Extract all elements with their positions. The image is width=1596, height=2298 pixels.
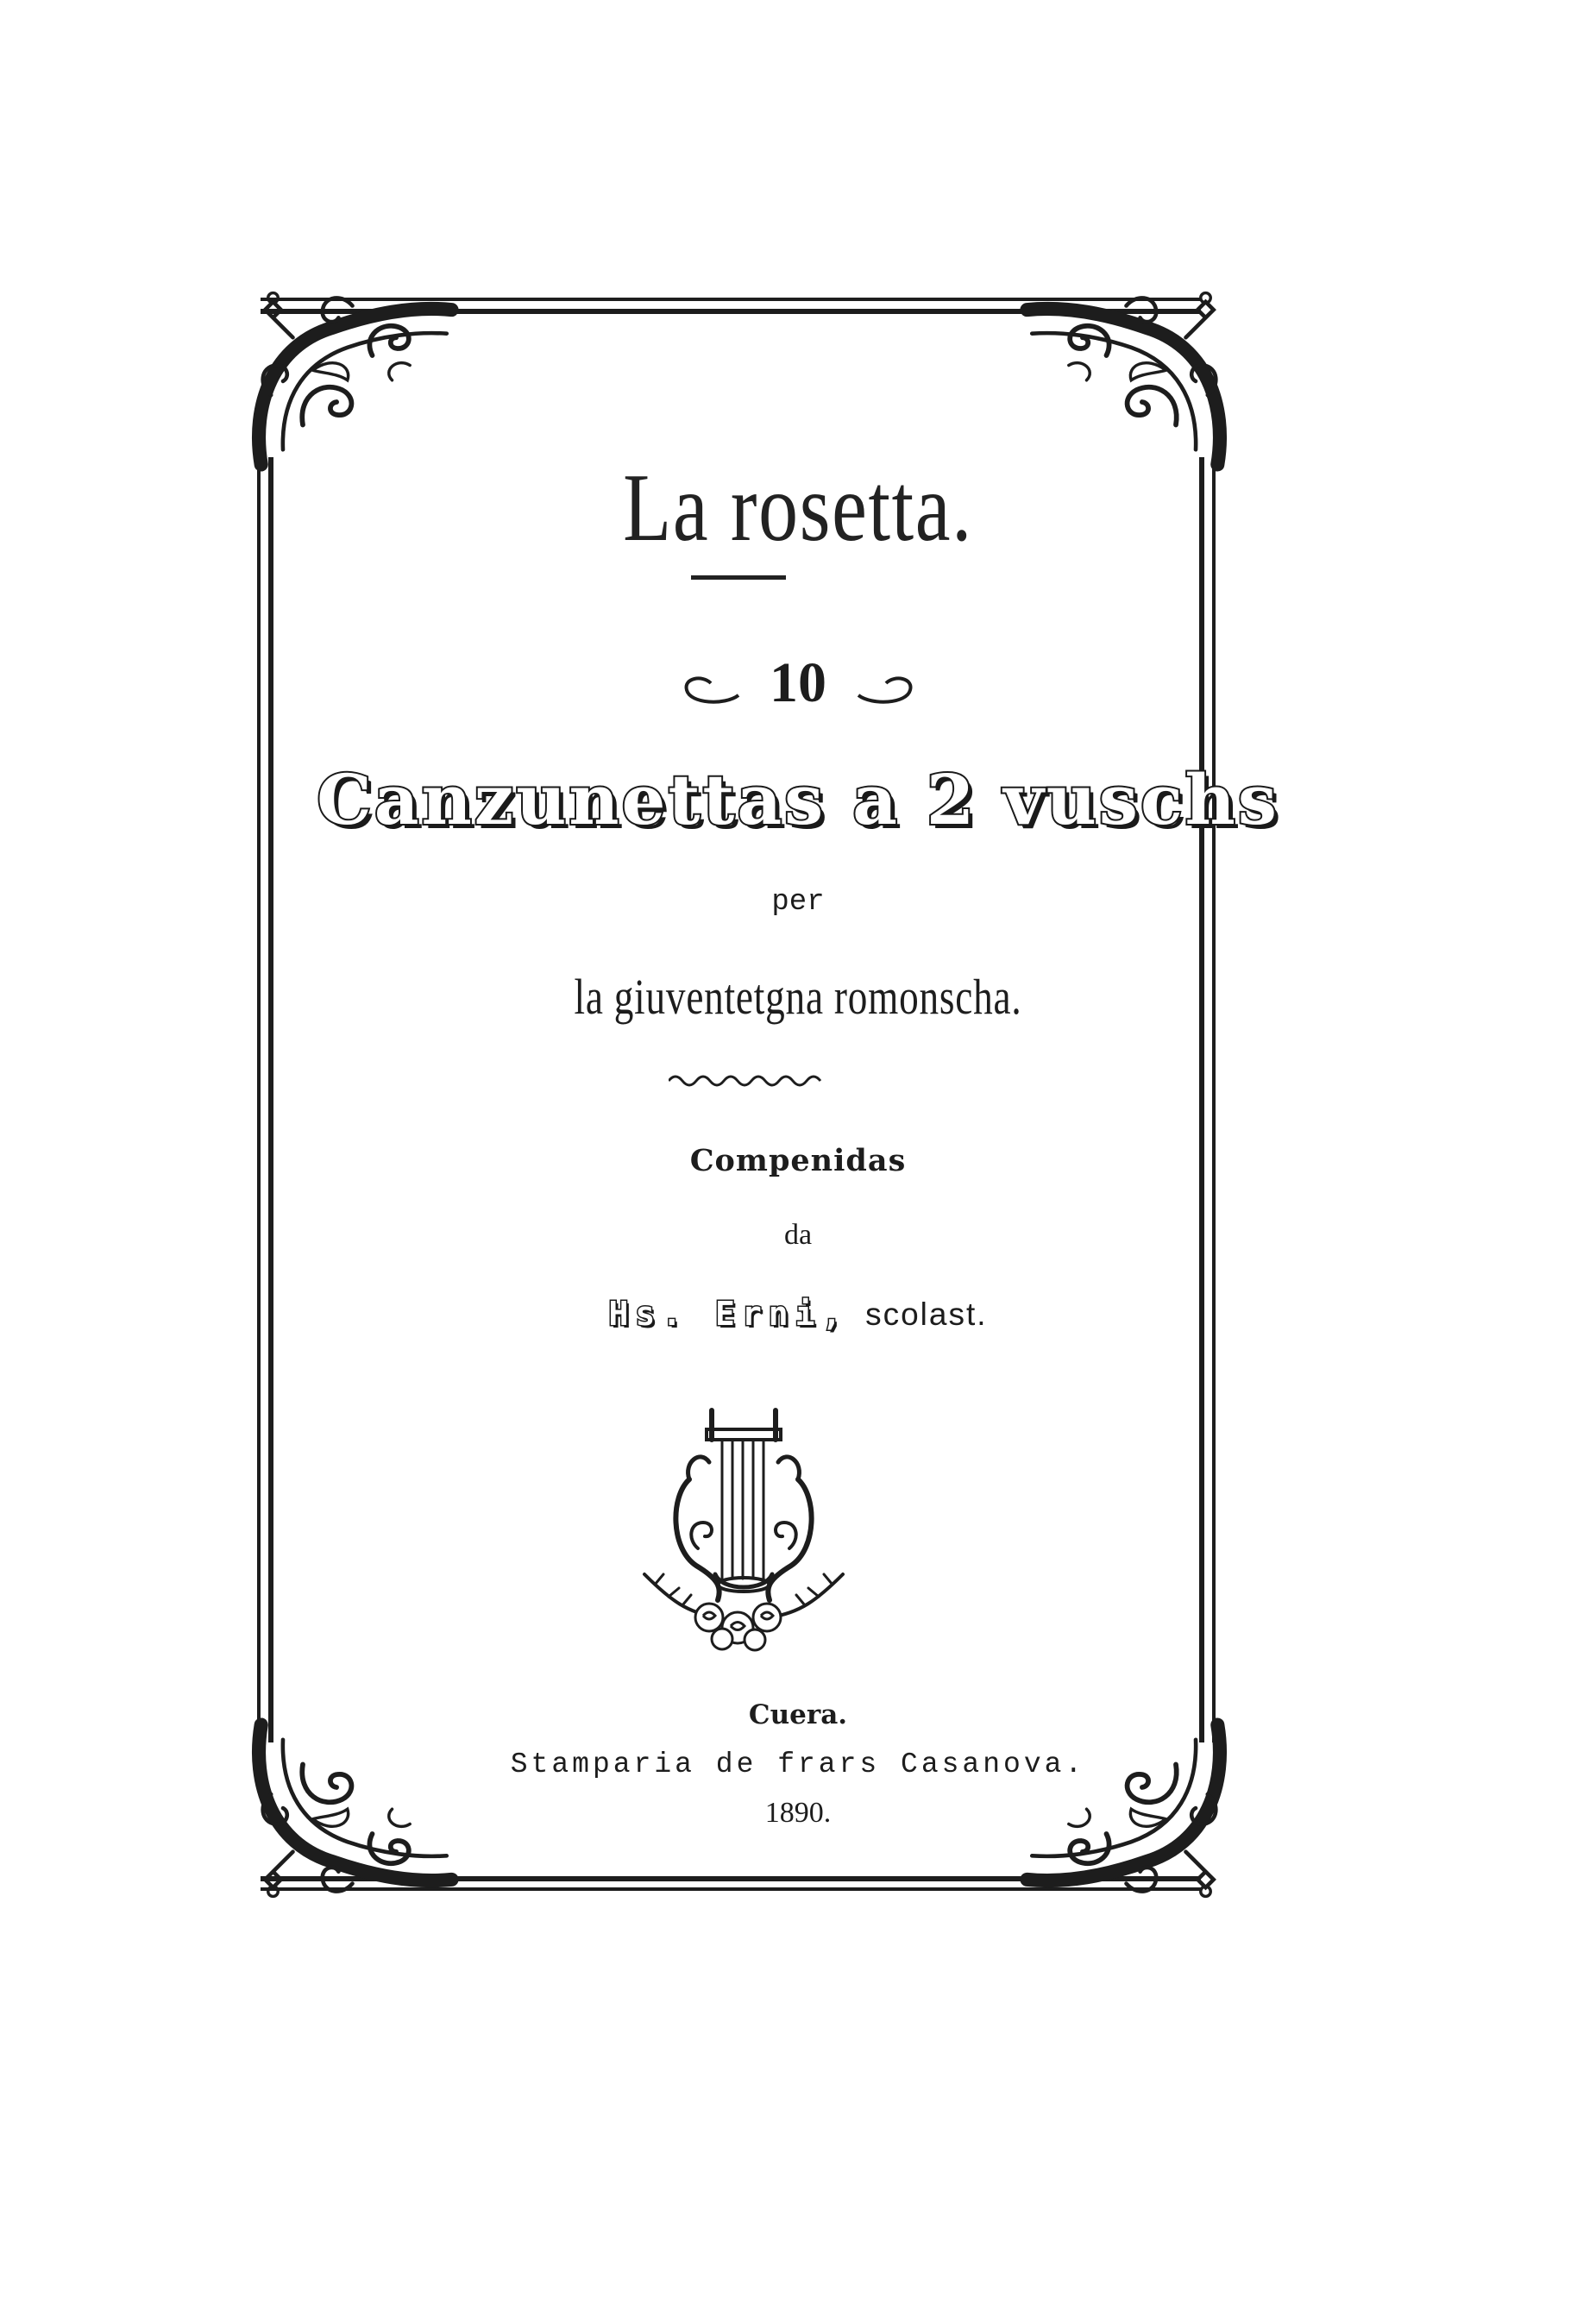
author-name: Hs. Erni, [608,1295,849,1333]
author-line [0,1295,1596,1333]
left-swash-ornament [682,671,742,706]
per-text: per [771,886,825,919]
author-role: scolast. [865,1297,988,1332]
audience-text: la giuventetgna romonscha. [574,969,1022,1025]
composed-text: Compenidas [689,1143,907,1178]
song-count: 10 [770,651,826,714]
subtitle: Canzunettas a 2 vuschs [317,759,1279,840]
by-text: da [783,1219,813,1251]
song-count-line [0,650,1596,716]
corner-ornament-top-left [259,293,451,465]
corner-ornament-top-right [1027,293,1220,465]
publication-city: Cuera. [748,1699,848,1730]
right-swash-ornament [855,671,915,706]
title-rule [691,575,786,580]
wavy-line-divider [669,1072,824,1091]
lyre-with-roses-icon [636,1402,851,1652]
printer-name: Stamparia de frars Casanova. [510,1749,1086,1780]
page-title: La rosetta. [623,455,973,562]
publication-year: 1890. [764,1797,832,1829]
